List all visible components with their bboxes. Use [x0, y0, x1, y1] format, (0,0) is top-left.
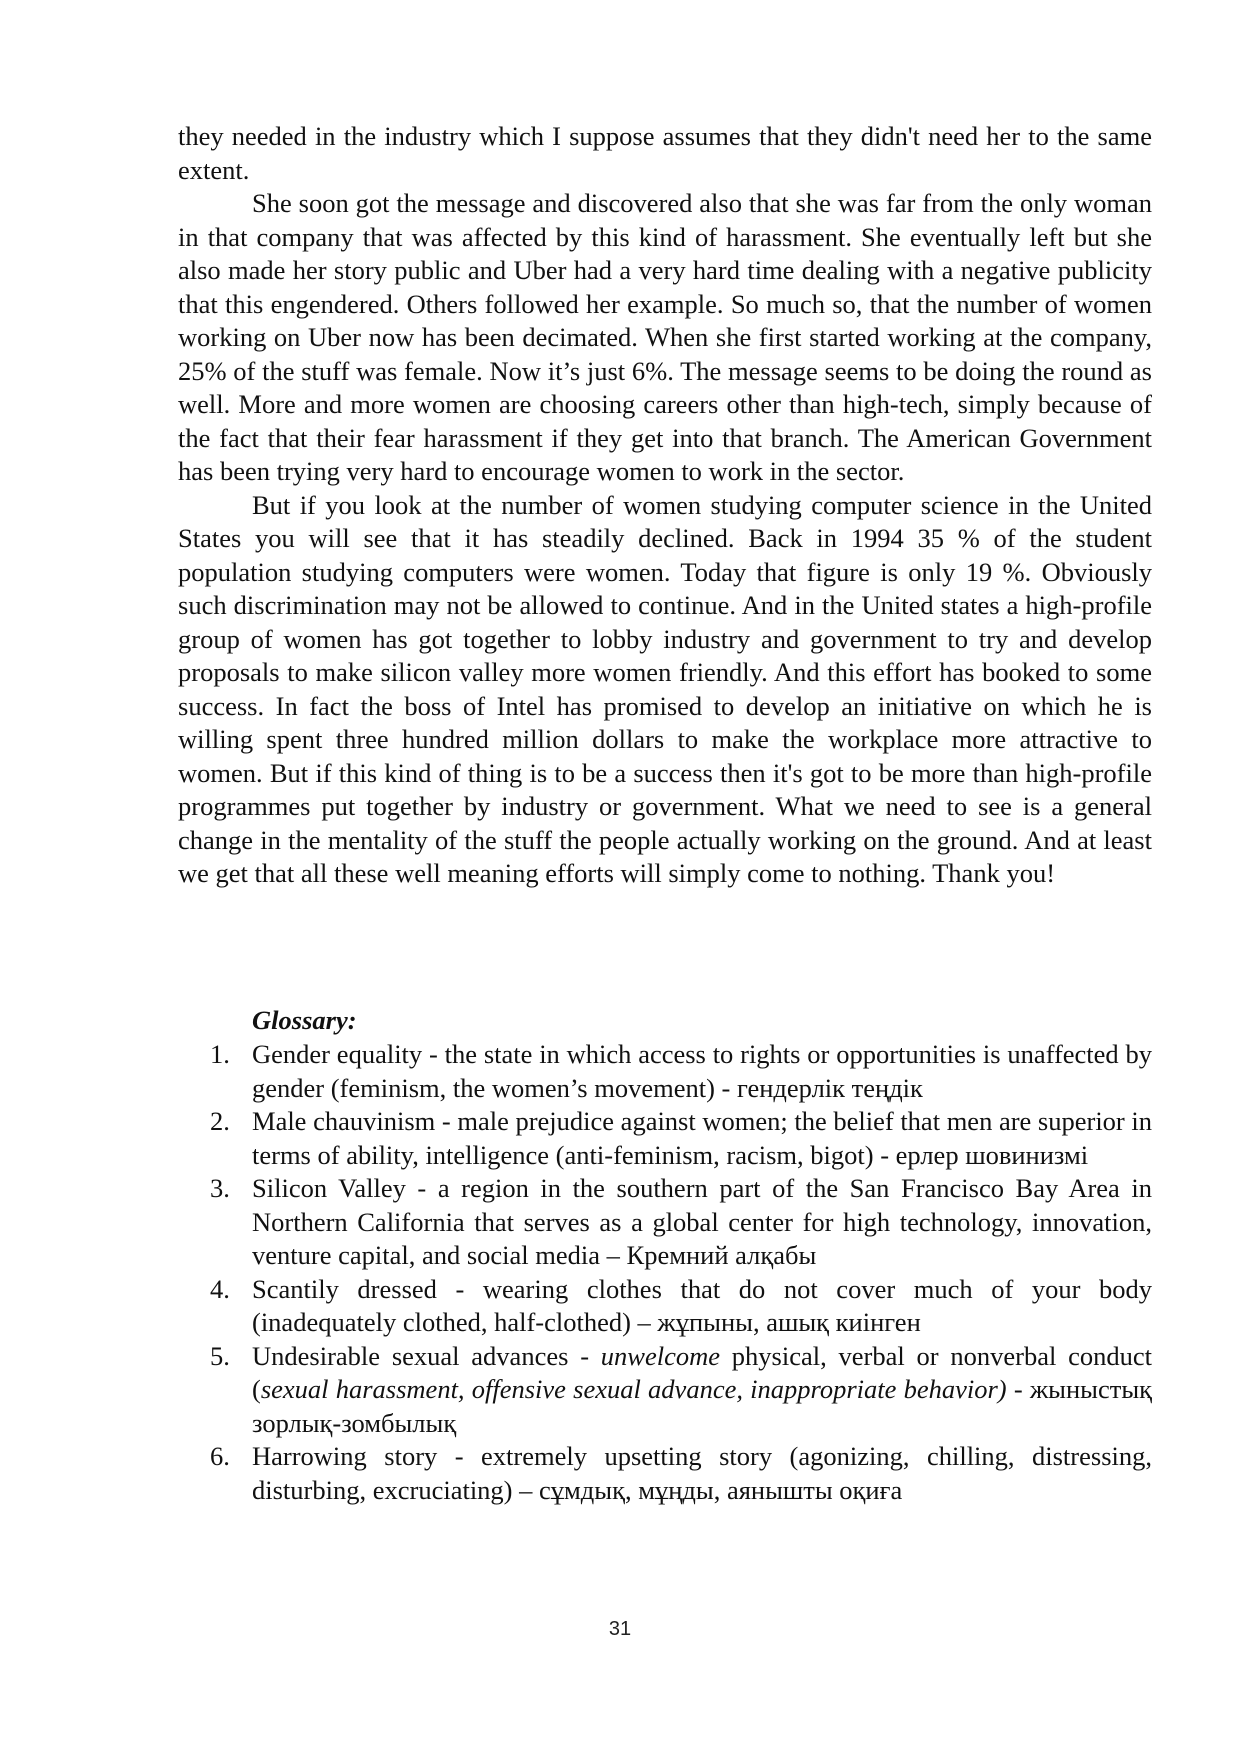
glossary-item: [210, 1273, 1152, 1340]
glossary-item-text-mid: physical, verbal or nonverbal conduct (: [252, 1340, 1152, 1404]
body-text: [178, 120, 1152, 891]
glossary-item-italic-synonyms: sexual harassment, offensive sexual advance, inappropriate behavior): [260, 1374, 1007, 1404]
glossary-item-text: Harrowing story - extremely upsetting story (agonizing, chilling, distressing, disturbing, excruciating) – сұмдық, мұңды, аянышты оқиға: [252, 1441, 1152, 1505]
glossary-item: [210, 1440, 1152, 1507]
page-number: 31: [608, 1618, 632, 1640]
glossary-item-text: Gender equality - the state in which access to rights or opportunities is unaffected by gender (feminism, the women’s movement) - гендерлік теңдік: [252, 1039, 1152, 1103]
glossary-item-text-start: Undesirable sexual advances -: [252, 1340, 601, 1371]
paragraph-continuation: they needed in the industry which I suppose assumes that they didn't need her to the same extent.: [178, 121, 1152, 185]
glossary-item-text: Silicon Valley - a region in the southern part of the San Francisco Bay Area in Northern California that serves as a global center for high technology, innovation, venture capital, and social media – Кремний алқабы: [252, 1173, 1152, 1270]
glossary-list: [210, 1038, 1152, 1507]
glossary-item-number: 5.: [210, 1340, 230, 1371]
glossary-item-text: Male chauvinism - male prejudice against women; the belief that men are superior in terms of ability, intelligence (anti-feminism, racism, bigot) - ерлер шовинизмі: [252, 1106, 1152, 1170]
glossary-item-text-end: - жыныстық зорлық-зомбылық: [252, 1374, 1152, 1438]
glossary-item-number: 3.: [210, 1173, 230, 1203]
glossary-item: [210, 1172, 1152, 1273]
glossary-item-number: 6.: [210, 1441, 230, 1471]
glossary-item-number: 1.: [210, 1039, 230, 1069]
glossary-item: [210, 1105, 1152, 1172]
glossary-item: [210, 1340, 1152, 1441]
glossary-item-number: 4.: [210, 1273, 230, 1304]
paragraph-computer-science: But if you look at the number of women studying computer science in the United States you will see that it has steadily declined. Back in 1994 35 % of the student population studying computers were women. Today that figure is only 19 %. Obviously such discrimination may not be allowed to continue. And in the United states a high-profile group of women has got together to lobby industry and government to try and develop proposals to make silicon valley more women friendly. And this effort has booked to some success. In fact the boss of Intel has promised to develop an initiative on which he is willing spent three hundred million dollars to make the workplace more attractive to women. But if this kind of thing is to be a success then it's got to be more than high-profile programmes put together by industry or government. What we need to see is a general change in the mentality of the stuff the people actually working on the ground. And at least we get that all these well meaning efforts will simply come to nothing. Thank you!: [178, 489, 1152, 888]
glossary-title: Glossary:: [252, 1005, 357, 1035]
glossary-item-italic: unwelcome: [600, 1340, 721, 1371]
glossary-item-text: Scantily dressed - wearing clothes that do not cover much of your body (inadequately clothed, half-clothed) – жұпыны, ашық киінген: [252, 1273, 1152, 1337]
glossary-item-number: 2.: [210, 1106, 230, 1136]
glossary-item: [210, 1038, 1152, 1105]
paragraph-uber: She soon got the message and discovered also that she was far from the only woman in that company that was affected by this kind of harassment. She eventually left but she also made her story public and Uber had a very hard time dealing with a negative publicity that this engendered. Others followed her example. So much so, that the number of women working on Uber now has been decimated. When she first started working at the company, 25% of the stuff was female. Now it’s just 6%. The message seems to be doing the round as well. More and more women are choosing careers other than high-tech, simply because of the fact that their fear harassment if they get into that branch. The American Government has been trying very hard to encourage women to work in the sector.: [178, 188, 1152, 486]
